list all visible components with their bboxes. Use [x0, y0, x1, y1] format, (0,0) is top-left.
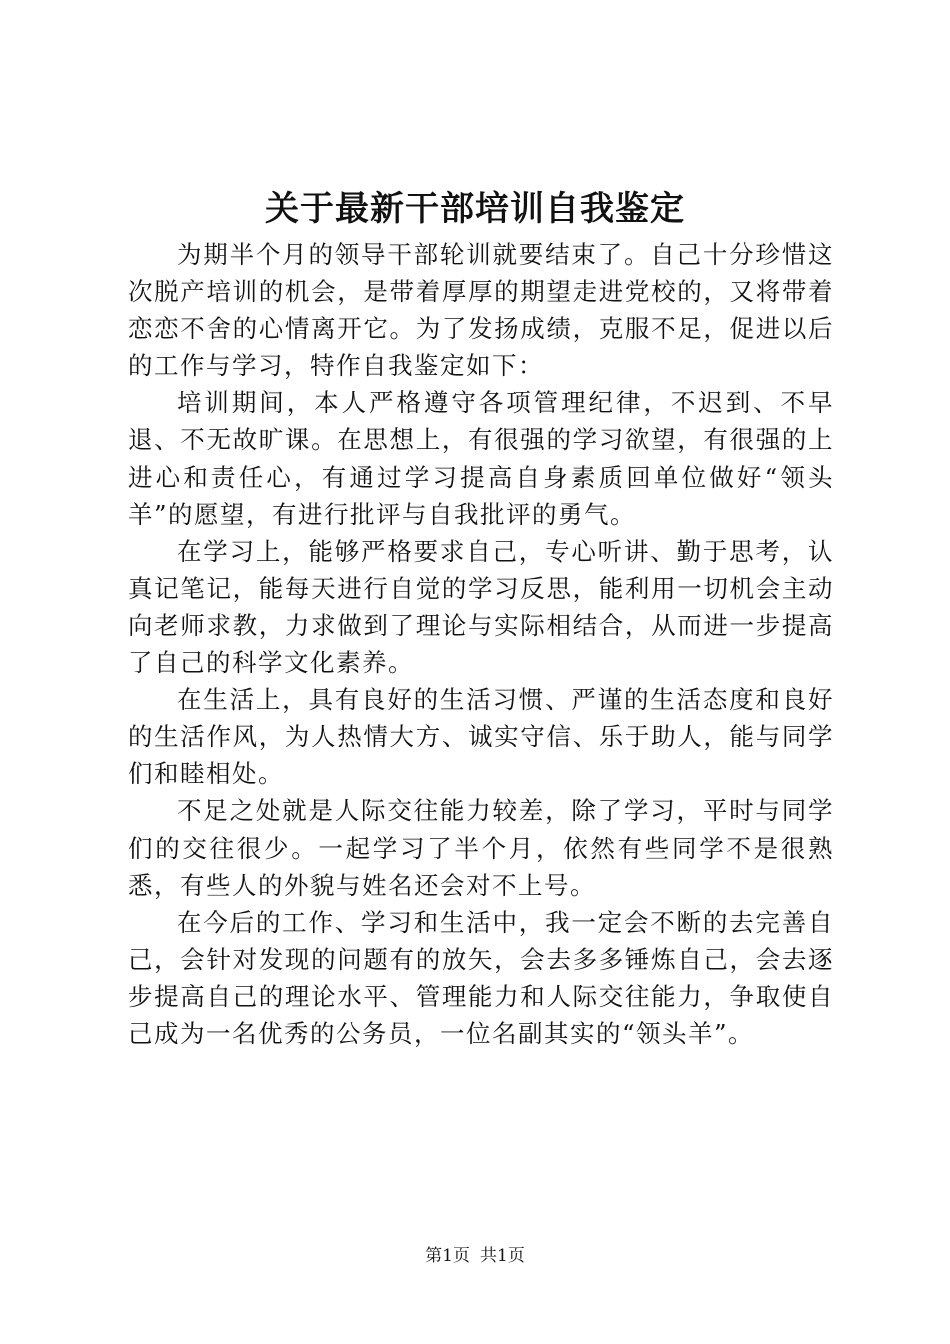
page-title: 关于最新干部培训自我鉴定: [265, 189, 685, 229]
page-number: 第1页: [425, 1246, 470, 1266]
paragraph-life: 在生活上，具有良好的生活习惯、严谨的生活态度和良好的生活作风，为人热情大方、诚实守信、乐于助人，能与同学们和睦相处。: [128, 685, 834, 789]
paragraph-future: 在今后的工作、学习和生活中，我一定会不断的去完善自己，会针对发现的问题有的放矢，会去多多锤炼自己，会去逐步提高自己的理论水平、管理能力和人际交往能力，争取使自己成为一名优秀的公务员，一位名副其实的“领头羊”。: [128, 907, 834, 1048]
paragraph-shortcomings: 不足之处就是人际交往能力较差，除了学习，平时与同学们的交往很少。一起学习了半个月，依然有些同学不是很熟悉，有些人的外貌与姓名还会对不上号。: [128, 796, 834, 900]
paragraph-discipline: 培训期间，本人严格遵守各项管理纪律，不迟到、不早退、不无故旷课。在思想上，有很强的学习欲望，有很强的上进心和责任心，有通过学习提高自身素质回单位做好“领头羊”的愿望，有进行批评与自我批评的勇气。: [128, 388, 834, 529]
paragraph-intro: 为期半个月的领导干部轮训就要结束了。自己十分珍惜这次脱产培训的机会，是带着厚厚的期望走进党校的，又将带着恋恋不舍的心情离开它。为了发扬成绩，克服不足，促进以后的工作与学习，特作自我鉴定如下：: [128, 240, 834, 381]
page-footer: [0, 1244, 950, 1268]
page-total: 共1页: [480, 1246, 525, 1266]
document-body: [128, 236, 834, 1052]
paragraph-study: 在学习上，能够严格要求自己，专心听讲、勤于思考，认真记笔记，能每天进行自觉的学习反思，能利用一切机会主动向老师求教，力求做到了理论与实际相结合，从而进一步提高了自己的科学文化素养。: [128, 536, 834, 678]
